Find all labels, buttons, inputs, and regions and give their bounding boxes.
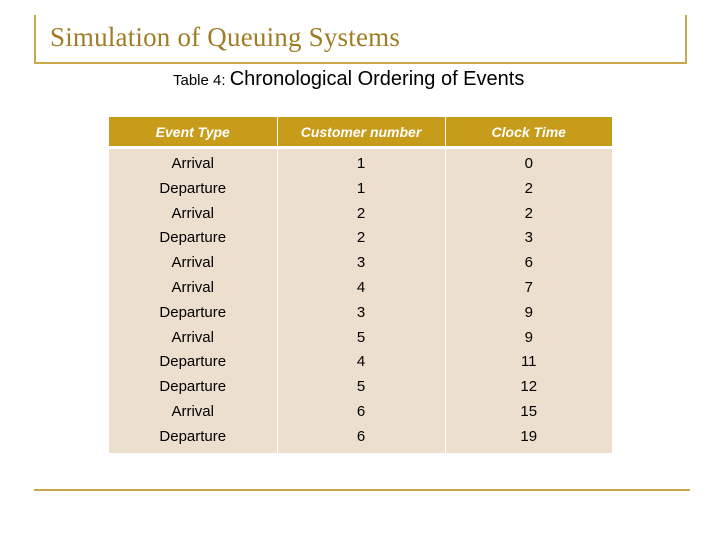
customer-number-cell: 3 (356, 303, 366, 321)
event-type-column (109, 148, 277, 453)
clock-time-cell: 12 (520, 378, 538, 396)
event-type-cell: Arrival (171, 204, 214, 222)
customer-number-cell: 4 (356, 278, 366, 296)
customer-number-cell: 2 (356, 229, 366, 247)
event-type-cell: Arrival (171, 278, 214, 296)
event-type-cell: Departure (159, 229, 227, 247)
customer-number-column (277, 148, 445, 453)
customer-number-cell: 6 (356, 402, 366, 420)
slide-title: Simulation of Queuing Systems (50, 22, 401, 52)
event-type-cell: Arrival (171, 155, 214, 172)
caption-text: Chronological Ordering of Events (229, 68, 525, 90)
clock-time-cell: 2 (524, 204, 533, 222)
bottom-divider-line (34, 489, 690, 491)
clock-time-cell: 9 (524, 303, 533, 321)
clock-time-cell: 3 (524, 229, 533, 247)
header-customer-number: Customer number (277, 117, 445, 148)
event-type-cell: Arrival (171, 328, 214, 346)
header-event-type: Event Type (109, 117, 277, 148)
customer-number-cell: 1 (356, 155, 366, 172)
clock-time-cell: 0 (524, 155, 533, 172)
customer-number-cell: 5 (356, 328, 366, 346)
caption-prefix: Table 4: (173, 72, 230, 89)
header-clock-time: Clock Time (445, 117, 612, 148)
clock-time-cell: 7 (524, 278, 533, 296)
event-type-cell: Departure (159, 353, 227, 371)
event-type-cell: Arrival (171, 254, 214, 272)
table-body-row (109, 148, 612, 453)
clock-time-cell: 9 (524, 328, 533, 346)
customer-number-cell: 5 (356, 378, 366, 396)
right-border-line (685, 15, 687, 63)
clock-time-cell: 2 (524, 179, 533, 197)
left-border-line (34, 15, 36, 63)
clock-time-cell: 19 (520, 427, 538, 445)
customer-number-cell: 6 (356, 427, 366, 445)
clock-time-cell: 11 (520, 353, 537, 371)
event-type-cell: Departure (159, 303, 227, 321)
table-caption (173, 68, 524, 91)
event-type-cell: Departure (159, 378, 227, 396)
clock-time-column (445, 148, 612, 453)
event-type-cell: Departure (159, 427, 227, 445)
clock-time-cell: 15 (520, 402, 538, 420)
customer-number-cell: 3 (356, 254, 366, 272)
top-divider-line (34, 62, 687, 64)
customer-number-cell: 4 (356, 353, 366, 371)
customer-number-cell: 2 (356, 204, 366, 222)
customer-number-cell: 1 (356, 179, 366, 197)
table-header-row (109, 117, 612, 148)
event-type-cell: Departure (159, 179, 227, 197)
event-type-cell: Arrival (171, 402, 214, 420)
events-table (109, 117, 612, 453)
clock-time-cell: 6 (524, 254, 533, 272)
